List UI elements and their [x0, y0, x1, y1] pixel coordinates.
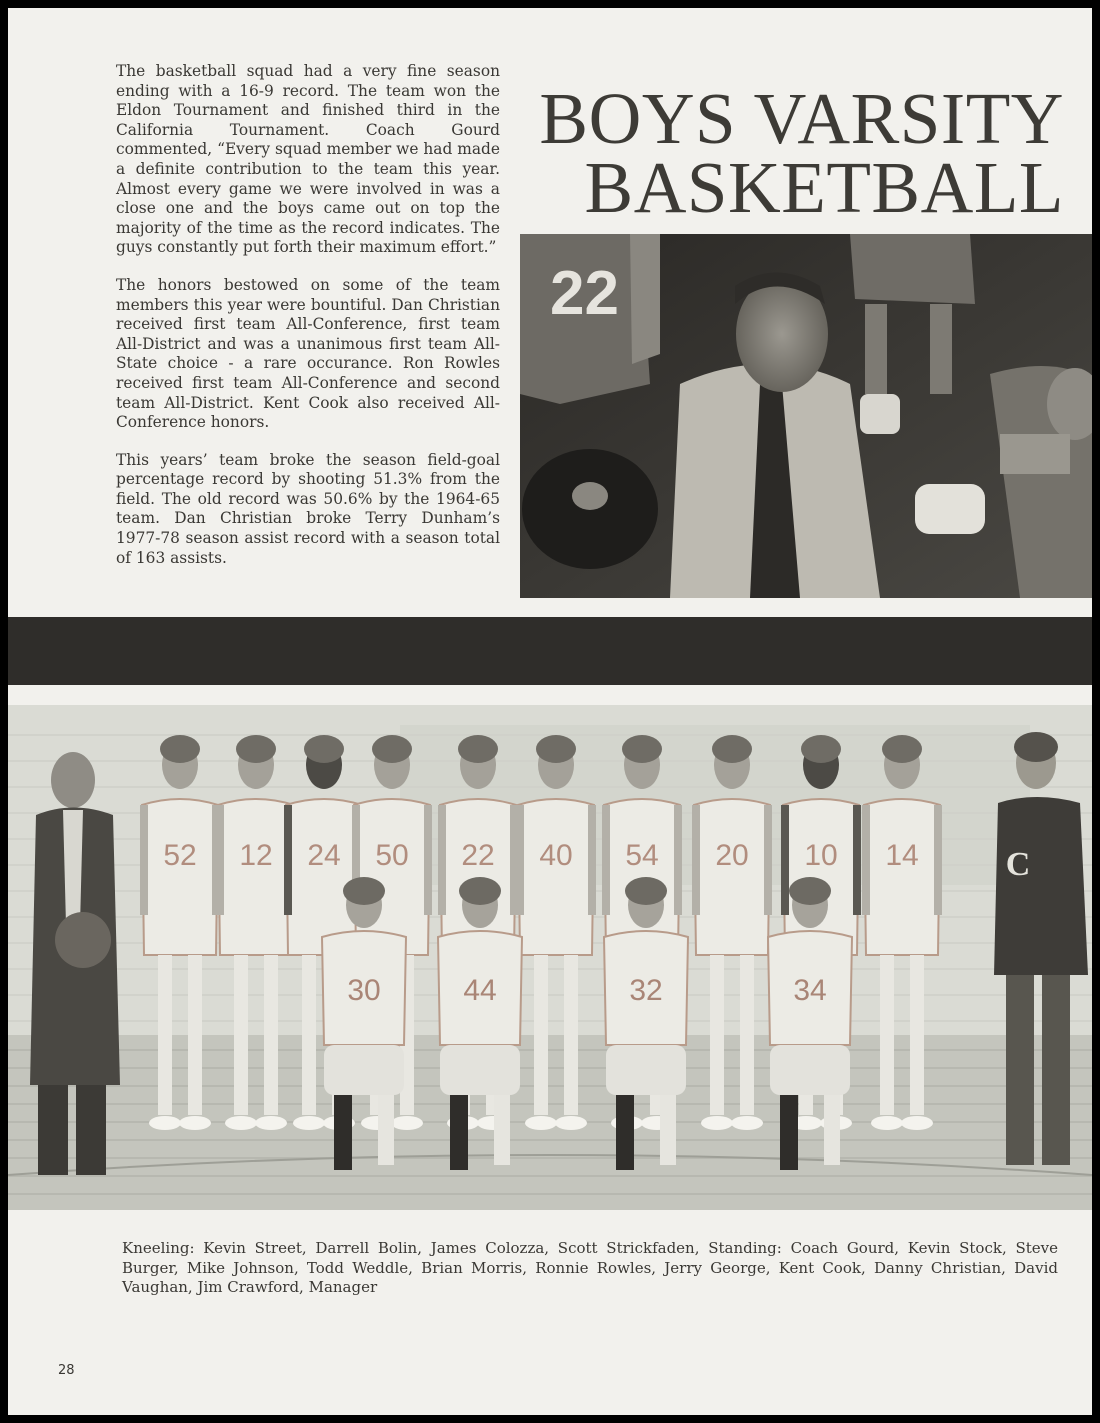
jersey-number: 32: [629, 974, 663, 1007]
page-number: 28: [58, 1363, 75, 1378]
divider-band: [8, 617, 1092, 685]
jersey-number: 22: [461, 839, 495, 872]
jersey-number: 24: [307, 839, 341, 872]
article-paragraph-1: The basketball squad had a very fine season ending with a 16-9 record. The team won the Eldon Tournament and finished third in the California Tournament. Coach Gourd commented, “Every squad member we had made a definite contribution to the team this year. Almost every game we were involved in was a close one and the boys came out on top the majority of the time as the record indicates. The guys constantly put forth their maximum effort.”: [116, 62, 500, 257]
jersey-number: 54: [625, 839, 659, 872]
jersey-number: 44: [463, 974, 497, 1007]
jersey-number: 20: [715, 839, 749, 872]
coach-huddle-illustration: [520, 234, 1092, 598]
article-body: [116, 62, 500, 586]
jersey-number: 12: [239, 839, 273, 872]
title-line-2: BASKETBALL: [584, 147, 1064, 228]
article-paragraph-2: The honors bestowed on some of the team members this year were bountiful. Dan Christian received first team All-Conference, first team All-District and was a unanimous first team All-State choice - a rare occurance. Ron Rowles received first team All-Conference and second team All-District. Kent Cook also received All-Conference honors.: [116, 275, 500, 432]
team-photo-illustration: [8, 705, 1092, 1210]
jersey-number: 52: [163, 839, 197, 872]
jersey-number: 50: [375, 839, 409, 872]
team-photo: [8, 705, 1092, 1210]
jersey-number: 34: [793, 974, 827, 1007]
coach-huddle-photo: [520, 234, 1092, 598]
photo-caption: Kneeling: Kevin Street, Darrell Bolin, James Colozza, Scott Strickfaden, Standing: Coach Gourd, Kevin Stock, Steve Burger, Mike Johnson, Todd Weddle, Brian Morris, Ronnie Rowles, Jerry George, Kent Cook, Danny Christian, David Vaughan, Jim Crawford, Manager: [122, 1239, 1058, 1297]
page-title: [524, 78, 1064, 228]
jersey-number: 14: [885, 839, 919, 872]
jersey-number: 10: [804, 839, 838, 872]
article-paragraph-3: This years’ team broke the season field-goal percentage record by shooting 51.3% from the field. The old record was 50.6% by the 1964-65 team. Dan Christian broke Terry Dunham’s 1977-78 season assist record with a season total of 163 assists.: [116, 450, 500, 567]
jacket-letter: C: [1005, 846, 1031, 883]
svg-text:22: 22: [550, 259, 619, 328]
jersey-number: 40: [539, 839, 573, 872]
yearbook-page: [8, 8, 1092, 1415]
jersey-number: 30: [347, 974, 381, 1007]
title-line-1: BOYS VARSITY: [539, 78, 1064, 159]
